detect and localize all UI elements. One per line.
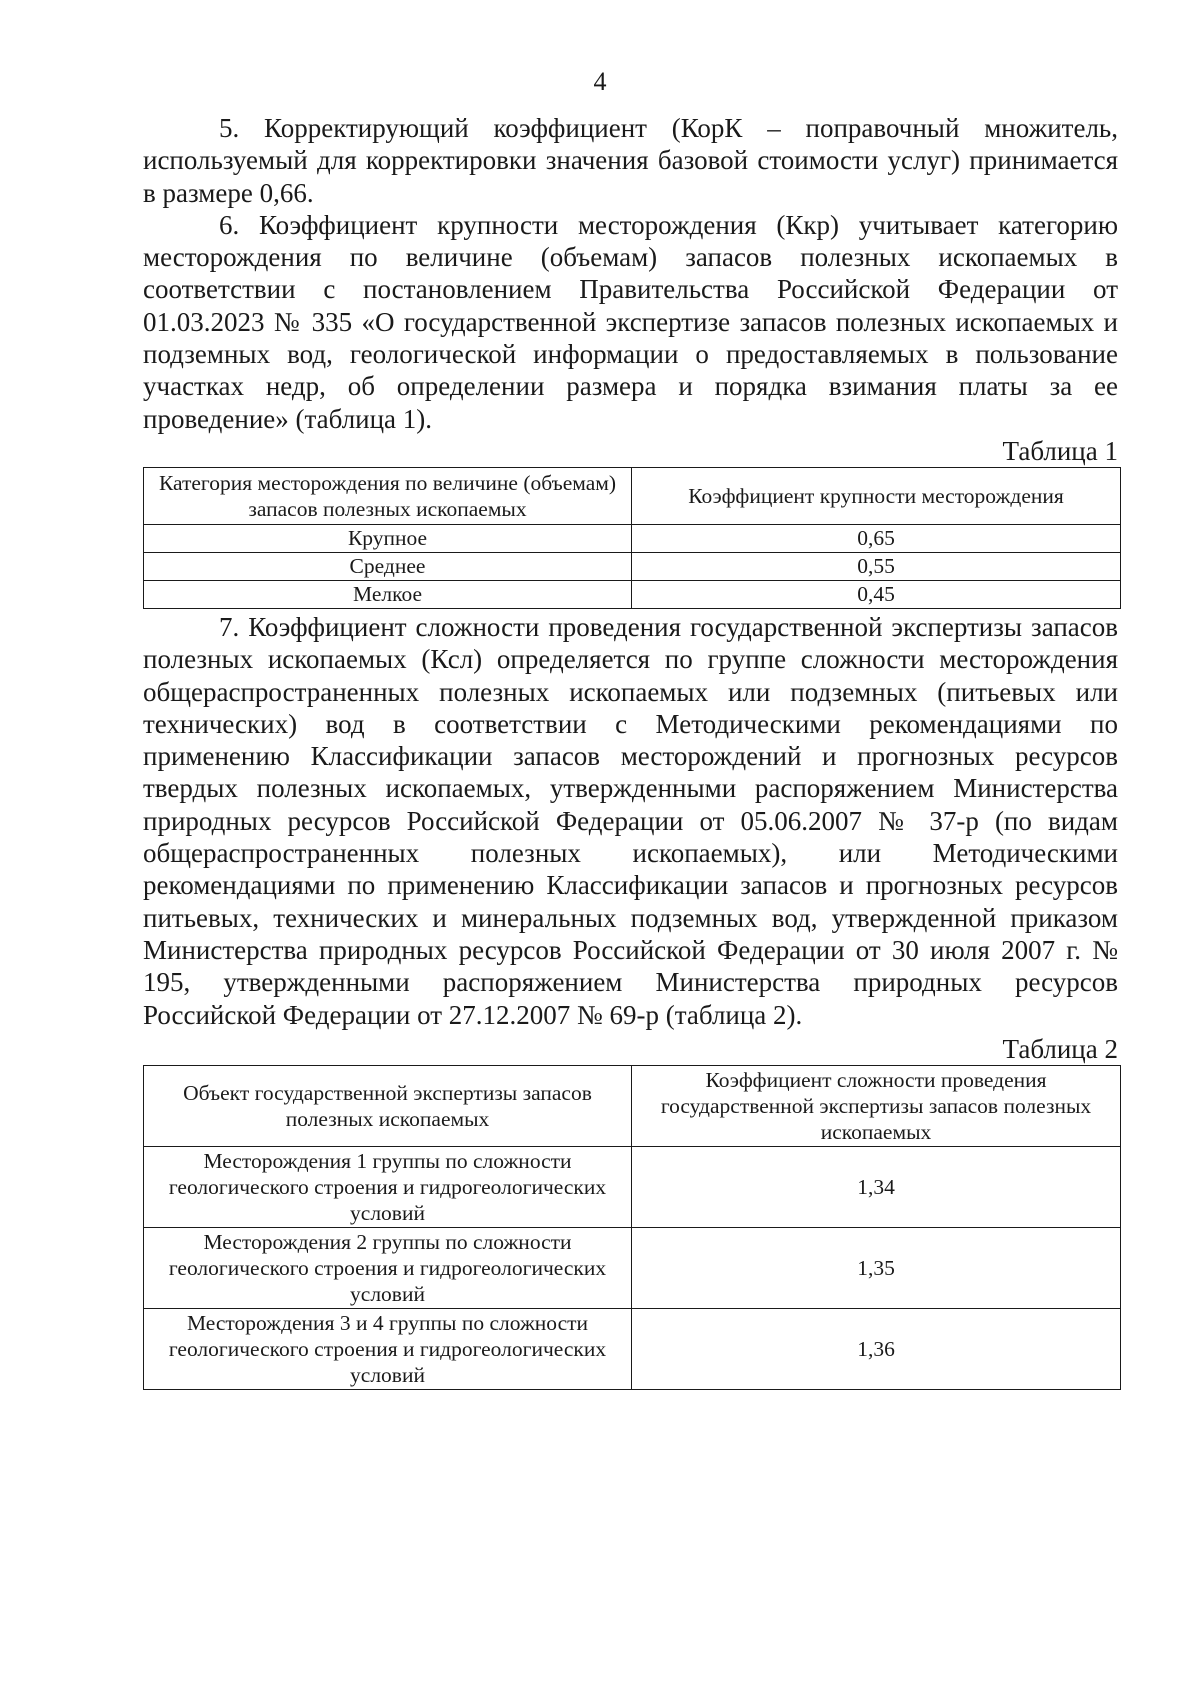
table-header-cell: Объект государственной экспертизы запасов полезных ископаемых bbox=[144, 1065, 632, 1146]
document-body bbox=[143, 112, 1118, 1390]
table-cell: Месторождения 1 группы по сложности геологического строения и гидрогеологических условий bbox=[144, 1146, 632, 1227]
table-cell: Месторождения 2 группы по сложности геологического строения и гидрогеологических условий bbox=[144, 1227, 632, 1308]
table-cell: 0,55 bbox=[632, 552, 1121, 580]
paragraph-6: 6. Коэффициент крупности месторождения (Ккр) учитывает категорию месторождения по величине (объемам) запасов полезных ископаемых в соответствии с постановлением Правительства Российской Федерации от 01.03.2023 № 335 «О государственной экспертизе запасов полезных ископаемых и подземных вод, геологической информации о предоставляемых в пользование участках недр, об определении размера и порядка взимания платы за ее проведение» (таблица 1). bbox=[143, 209, 1118, 434]
table-header-cell: Категория месторождения по величине (объемам) запасов полезных ископаемых bbox=[144, 467, 632, 524]
table-2-caption: Таблица 2 bbox=[1002, 1033, 1118, 1064]
table-header-row bbox=[144, 1065, 1121, 1146]
table-cell: Крупное bbox=[144, 524, 632, 552]
table-header-cell: Коэффициент сложности проведения государственной экспертизы запасов полезных ископаемых bbox=[632, 1065, 1121, 1146]
table-row bbox=[144, 524, 1121, 552]
table-cell: Среднее bbox=[144, 552, 632, 580]
table-header-row bbox=[144, 467, 1121, 524]
table-header-cell: Коэффициент крупности месторождения bbox=[632, 467, 1121, 524]
table-row bbox=[144, 552, 1121, 580]
table-cell: 1,36 bbox=[632, 1308, 1121, 1389]
table-1 bbox=[143, 467, 1121, 609]
table-row bbox=[144, 580, 1121, 608]
table-row bbox=[144, 1146, 1121, 1227]
table-1-caption: Таблица 1 bbox=[1002, 435, 1118, 466]
table-row bbox=[144, 1308, 1121, 1389]
table-cell: 1,34 bbox=[632, 1146, 1121, 1227]
table-cell: Мелкое bbox=[144, 580, 632, 608]
table-cell: 1,35 bbox=[632, 1227, 1121, 1308]
paragraph-5: 5. Корректирующий коэффициент (КорК – поправочный множитель, используемый для корректировки значения базовой стоимости услуг) принимается в размере 0,66. bbox=[143, 113, 1118, 208]
table-cell: 0,65 bbox=[632, 524, 1121, 552]
table-cell: 0,45 bbox=[632, 580, 1121, 608]
table-cell: Месторождения 3 и 4 группы по сложности геологического строения и гидрогеологических условий bbox=[144, 1308, 632, 1389]
paragraph-7: 7. Коэффициент сложности проведения государственной экспертизы запасов полезных ископаемых (Ксл) определяется по группе сложности месторождения общераспространенных полезных ископаемых или подземных (питьевых или технических) вод в соответствии с Методическими рекомендациями по применению Классификации запасов месторождений и прогнозных ресурсов твердых полезных ископаемых, утвержденными распоряжением Министерства природных ресурсов Российской Федерации от 05.06.2007 № 37-р (по видам общераспространенных полезных ископаемых), или Методическими рекомендациями по применению Классификации запасов и прогнозных ресурсов питьевых, технических и минеральных подземных вод, утвержденной приказом Министерства природных ресурсов Российской Федерации от 30 июля 2007 г. № 195, утвержденными распоряжением Министерства природных ресурсов Российской Федерации от 27.12.2007 № 69-р (таблица 2). bbox=[143, 611, 1118, 1030]
table-row bbox=[144, 1227, 1121, 1308]
table-2 bbox=[143, 1065, 1121, 1390]
page-number: 4 bbox=[593, 67, 607, 96]
